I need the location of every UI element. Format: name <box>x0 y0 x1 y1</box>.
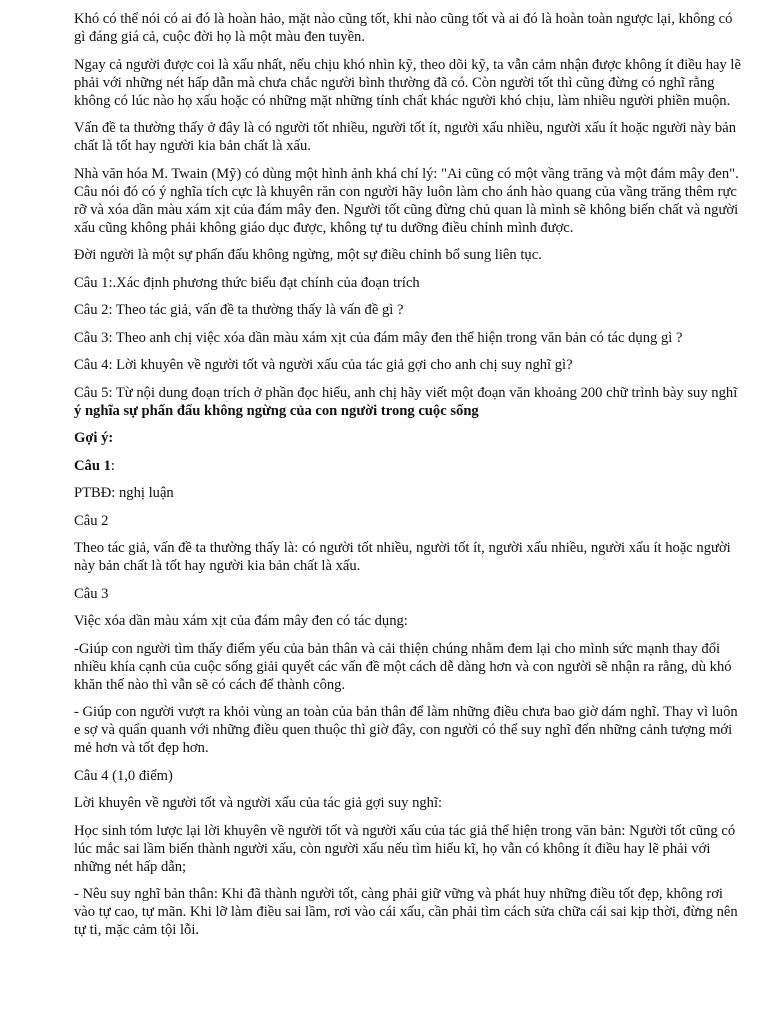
passage-paragraph-3: Vấn đề ta thường thấy ở đây là có người tốt nhiều, người tốt ít, người xấu nhiều, người xấu ít hoặc người này bản chất là tốt hay người kia bản chất là xấu. <box>74 120 737 154</box>
passage-paragraph-1: Khó có thể nói có ai đó là hoàn hảo, mặt nào cũng tốt, khi nào cũng tốt và ai đó là hoàn toàn ngược lại, không có gì đáng giá cả, cuộc đời họ là một màu đen tuyền. <box>74 11 733 45</box>
answer-3-point-1: -Giúp con người tìm thấy điểm yếu của bản thân và cải thiện chúng nhằm đem lại cho mình sức mạnh thay đổi nhiều khía cạnh của cuộc sống giải quyết các vấn đề một cách dễ dàng hơn và con người sẽ nhận ra rằng, dù khó khăn thế nào thì vẫn sẽ có cách để thành công. <box>74 640 732 693</box>
answer-4-point-2: - Nêu suy nghĩ bản thân: Khi đã thành người tốt, càng phải giữ vững và phát huy những điều tốt đẹp, không rơi vào tự cao, tự mãn. Khi lỡ làm điều sai lầm, rơi vào cái xấu, cần phải tìm cách sửa chữa cái sai kịp thời, đừng nên tự ti, mặc cảm tội lỗi. <box>74 886 738 938</box>
passage-paragraph-4: Nhà văn hóa M. Twain (Mỹ) có dùng một hình ảnh khá chí lý: "Ai cũng có một vầng trăng và một đám mây đen". Câu nói đó có ý nghĩa tích cực là khuyên răn con người hãy luôn làm cho ánh hào quang của vầng trăng thêm rực rỡ và xóa dần màu xám xịt của đám mây đen. Người tốt cũng đừng chủ quan là mình sẽ không biến chất và người xấu cũng không phải không giáo dục được, không tự tu dưỡng điều chỉnh mình được. <box>74 165 739 236</box>
answer-4-label: Câu 4 (1,0 điểm) <box>74 767 173 784</box>
passage-paragraph-2: Ngay cả người được coi là xấu nhất, nếu chịu khó nhìn kỹ, theo dõi kỹ, ta vẫn cảm nhận được không ít điều hay lẽ phải với những nét hấp dẫn mà chưa chắc người bình thường đã có. Còn người tốt thì cũng đừng có nghĩ rằng không có lúc nào họ xấu hoặc có những mặt những tính chất khác người khó chịu, làm nhiều người phiền muộn. <box>74 56 741 109</box>
question-5 <box>74 384 742 420</box>
document-page <box>74 10 742 949</box>
answer-3-intro: Việc xóa dần màu xám xịt của đám mây đen có tác dụng: <box>74 613 408 629</box>
answer-1-label <box>74 457 742 475</box>
answer-2-label: Câu 2 <box>74 512 109 529</box>
question-5-text: Câu 5: Từ nội dung đoạn trích ở phần đọc hiểu, anh chị hãy viết một đoạn văn khoảng 200 chữ trình bày suy nghĩ <box>74 384 738 401</box>
answer-3-point-2: - Giúp con người vượt ra khỏi vùng an toàn của bản thân để làm những điều chưa bao giờ dám nghĩ. Thay vì luôn e sợ và quẩn quanh với những điều quen thuộc thì giờ đây, con người có thể suy nghĩ đến những cảnh tượng mới mẻ hơn và tốt đẹp hơn. <box>74 704 738 756</box>
question-1: Câu 1:.Xác định phương thức biểu đạt chính của đoạn trích <box>74 274 420 291</box>
answer-2-text: Theo tác giả, vấn đề ta thường thấy là: có người tốt nhiều, người tốt ít, người xấu nhiều, người xấu ít hoặc người này bản chất là tốt hay người kia bản chất là xấu. <box>74 540 731 574</box>
answer-1-text: PTBĐ: nghị luận <box>74 485 174 501</box>
passage-paragraph-5: Đời người là một sự phấn đấu không ngừng, một sự điều chỉnh bổ sung liên tục. <box>74 247 542 263</box>
answer-3-label: Câu 3 <box>74 585 109 602</box>
answers-heading-text: Gợi ý: <box>74 430 114 446</box>
answer-4-point-1: Học sinh tóm lược lại lời khuyên về người tốt và người xấu của tác giả thể hiện trong văn bản: Người tốt cũng có lúc mắc sai lầm biến thành người xấu, còn người xấu nếu tìm hiểu kĩ, họ vẫn có không ít điều hay lẽ phải với những nét hấp dẫn; <box>74 822 736 875</box>
answer-1-label-text: Câu 1 <box>74 457 111 474</box>
answers-heading <box>74 429 742 447</box>
question-5-emphasis: ý nghĩa sự phấn đấu không ngừng của con người trong cuộc sống <box>74 402 479 419</box>
question-2: Câu 2: Theo tác giả, vấn đề ta thường thấy là vấn đề gì ? <box>74 302 404 318</box>
answer-4-intro: Lời khuyên về người tốt và người xấu của tác giả gợi suy nghĩ: <box>74 795 443 811</box>
answer-1-label-colon: : <box>110 457 115 474</box>
question-4: Câu 4: Lời khuyên về người tốt và người xấu của tác giả gợi cho anh chị suy nghĩ gì? <box>74 357 573 373</box>
question-3: Câu 3: Theo anh chị việc xóa dần màu xám xịt của đám mây đen thể hiện trong văn bản có tác dụng gì ? <box>74 329 683 346</box>
